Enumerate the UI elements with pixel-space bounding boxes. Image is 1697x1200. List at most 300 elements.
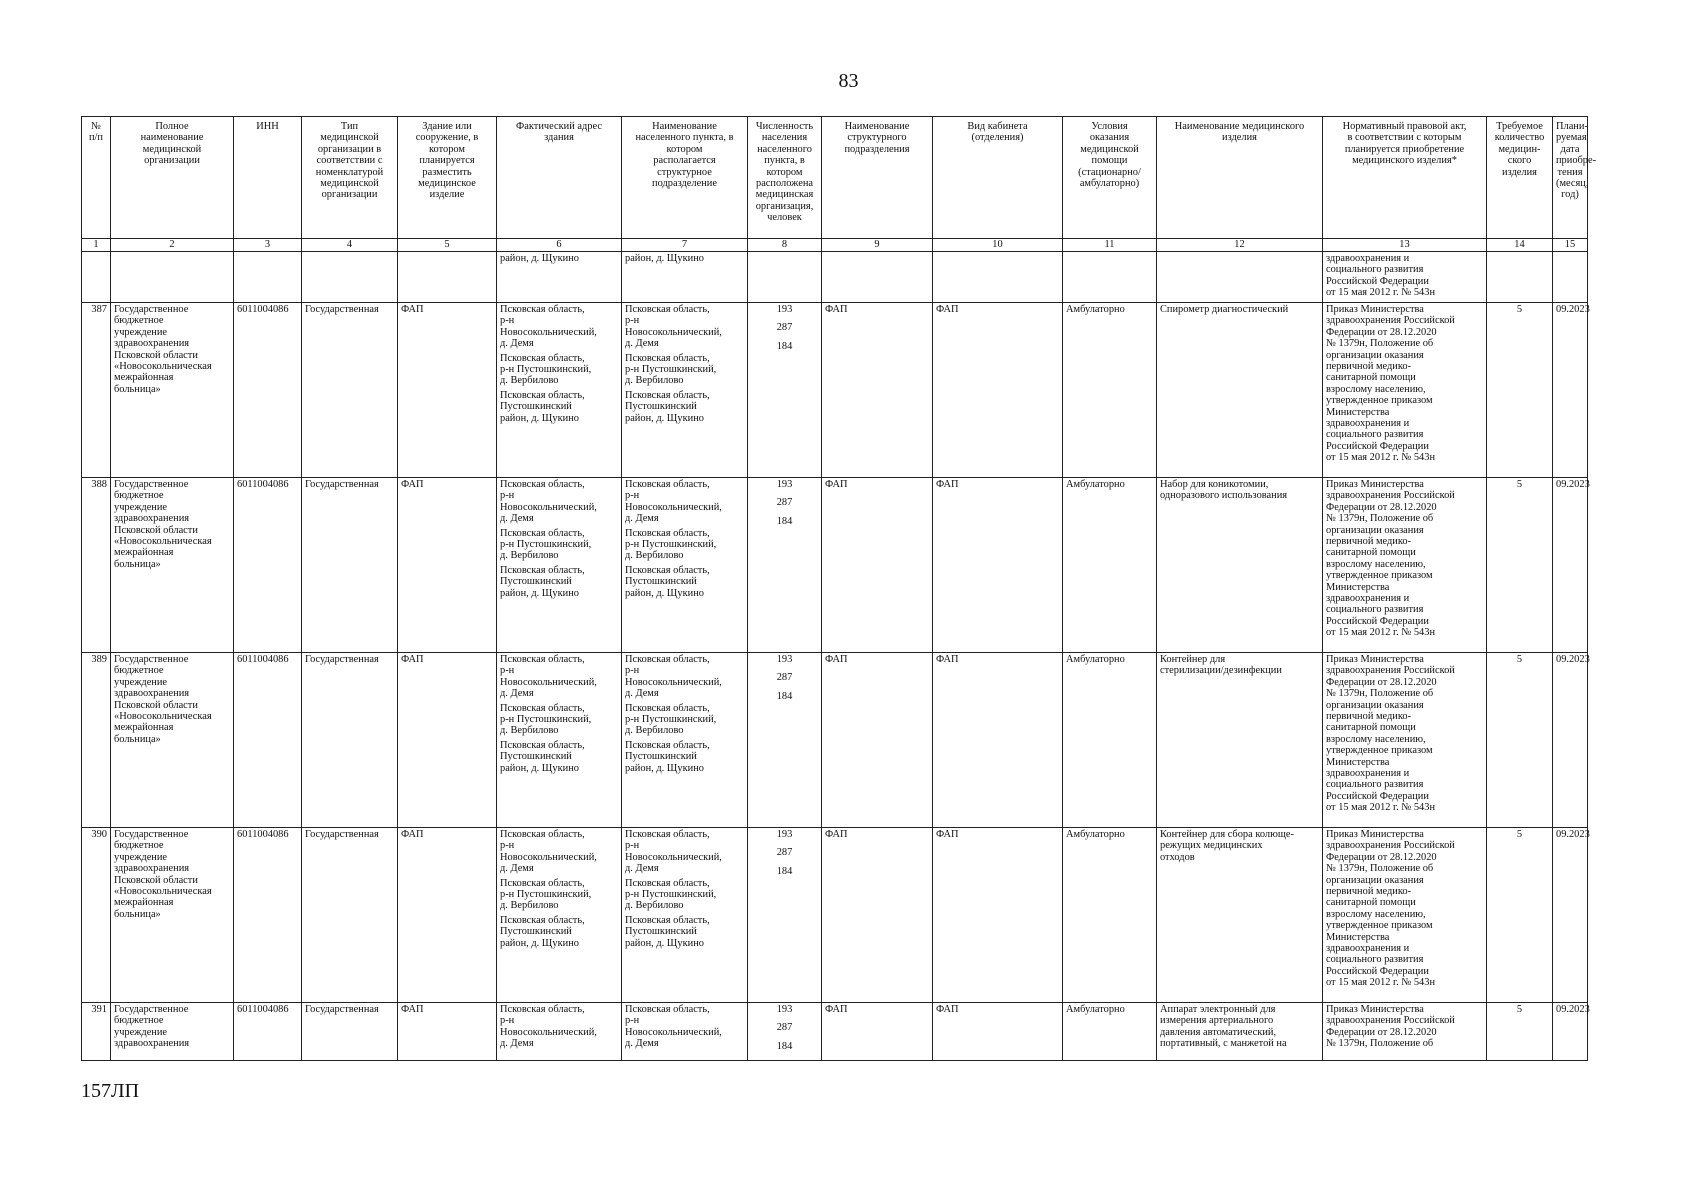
settlement-line: район, д. Щукино: [625, 937, 704, 949]
settlement-line: Псковская область,: [625, 304, 710, 315]
organization-line: бюджетное: [114, 840, 164, 852]
act-line: здравоохранения Российской: [1326, 1015, 1455, 1027]
column-header: [398, 117, 497, 239]
settlement-line: Псковская область,: [625, 527, 710, 539]
purchase-date-cell: 09.2023: [1553, 303, 1588, 478]
act-line: № 1379н, Положение об: [1326, 1038, 1434, 1050]
settlement-line: д. Демя: [625, 863, 659, 875]
column-header-line: Здание или: [422, 121, 472, 132]
population-value: 287: [776, 322, 793, 334]
column-header-line: (стационарно/: [1078, 166, 1141, 178]
settlement-line: р-н Пустошкинский,: [625, 714, 717, 726]
org-type-cell: Государственная: [302, 303, 398, 478]
settlement-line: Псковская область,: [625, 914, 710, 926]
inn-cell: 6011004086: [234, 828, 302, 1003]
unit-cell: ФАП: [822, 828, 933, 1003]
table-row: [82, 653, 1588, 828]
address-line: Псковская область,: [500, 479, 585, 490]
organization-line: Государственное: [114, 479, 189, 490]
organization-line: здравоохранения: [114, 1038, 190, 1050]
column-header-line: котором: [766, 166, 803, 178]
column-header-line: руемая: [1556, 132, 1587, 144]
act-line: социального развития: [1326, 264, 1424, 276]
address-line: д. Демя: [500, 1038, 534, 1050]
device-line: Спирометр диагностический: [1160, 304, 1289, 315]
column-header: [1323, 117, 1487, 239]
quantity-cell: 5: [1487, 303, 1553, 478]
population-value: 184: [776, 340, 793, 352]
act-line: утвержденное приказом: [1326, 395, 1433, 407]
column-header-line: номенклатурой: [315, 166, 384, 178]
act-line: санитарной помощи: [1326, 372, 1416, 384]
act-line: взрослому населению,: [1326, 383, 1426, 395]
organization-line: Псковской области: [114, 699, 198, 711]
page-number: 83: [838, 70, 859, 92]
column-header-line: (месяц,: [1556, 178, 1589, 190]
column-header-line: помощи: [1091, 155, 1128, 167]
inn-cell: 6011004086: [234, 653, 302, 828]
settlement-line: Новосокольнический,: [625, 501, 722, 513]
address-line: район, д. Щукино: [500, 762, 579, 774]
act-line: организации оказания: [1326, 699, 1424, 711]
settlement-line: д. Демя: [625, 1038, 659, 1050]
address-line: р-н Пустошкинский,: [500, 364, 592, 376]
column-header: [497, 117, 622, 239]
settlement-block: [625, 703, 744, 737]
column-header-line: сооружение, в: [415, 132, 479, 144]
column-number: 6: [497, 239, 622, 252]
settlement-line: д. Вербилово: [625, 550, 684, 562]
column-header: [1063, 117, 1157, 239]
act-line: Министерства: [1326, 406, 1390, 418]
table-row: [82, 303, 1588, 478]
act-line: № 1379н, Положение об: [1326, 513, 1434, 525]
column-header-line: пункта, в: [764, 155, 805, 167]
building-cell: ФАП: [398, 478, 497, 653]
act-line: Российской Федерации: [1326, 615, 1429, 627]
column-header-line: подразделения: [844, 143, 910, 155]
population-value: 287: [776, 672, 793, 684]
organization-line: Псковской области: [114, 349, 198, 361]
population-value: 193: [776, 1004, 793, 1015]
organization-line: здравоохранения: [114, 513, 190, 525]
column-header-line: организации: [144, 155, 200, 167]
organization-line: учреждение: [114, 1026, 168, 1038]
settlement-line: д. Вербилово: [625, 725, 684, 737]
settlement-block: [625, 390, 744, 424]
act-line: от 15 мая 2012 г. № 543н: [1326, 452, 1435, 464]
act-line: Российской Федерации: [1326, 965, 1429, 977]
settlement-block: [625, 740, 744, 774]
population-value: 287: [776, 497, 793, 509]
column-header: [1487, 117, 1553, 239]
settlement-block: [625, 878, 744, 912]
address-block: [500, 353, 618, 387]
column-header-line: населения: [761, 132, 808, 144]
row-number-cell: 388: [82, 478, 111, 653]
organization-line: здравоохранения: [114, 688, 190, 700]
column-number: 7: [622, 239, 748, 252]
act-line: Федерации от 28.12.2020: [1326, 851, 1437, 863]
care-conditions-cell: Амбулаторно: [1063, 303, 1157, 478]
organization-line: здравоохранения: [114, 863, 190, 875]
organization-line: межрайонная: [114, 722, 174, 734]
act-line: социального развития: [1326, 429, 1424, 441]
settlement-block: [625, 479, 744, 525]
device-line: Набор для коникотомии,: [1160, 479, 1269, 490]
act-line: санитарной помощи: [1326, 547, 1416, 559]
act-line: здравоохранения и: [1326, 943, 1410, 955]
address-line: д. Демя: [500, 338, 534, 350]
column-header: [302, 117, 398, 239]
document-code: 157ЛП: [81, 1080, 140, 1102]
settlement-line: р-н: [625, 665, 640, 677]
column-header: [234, 117, 302, 239]
column-header-line: организация,: [755, 200, 814, 212]
organization-line: «Новосокольническая: [114, 361, 212, 373]
purchase-date-cell: 09.2023: [1553, 653, 1588, 828]
settlement-line: Пустошкинский: [625, 401, 697, 413]
purchase-date-cell: 09.2023: [1553, 1003, 1588, 1061]
device-line: отходов: [1160, 851, 1195, 863]
row-number-cell: 387: [82, 303, 111, 478]
organization-line: межрайонная: [114, 897, 174, 909]
column-header: [933, 117, 1063, 239]
address-line: р-н: [500, 490, 515, 502]
address-block: [500, 390, 618, 424]
column-header-line: ского: [1507, 155, 1532, 167]
column-number: 5: [398, 239, 497, 252]
address-line: Псковская область,: [500, 304, 585, 315]
population-value: 287: [776, 847, 793, 859]
column-header-line: организации в: [317, 143, 382, 155]
address-line: р-н: [500, 315, 515, 327]
cabinet-cell: ФАП: [933, 828, 1063, 1003]
column-header-line: Условия: [1091, 121, 1128, 132]
organization-line: Псковской области: [114, 524, 198, 536]
purchase-date-cell: 09.2023: [1553, 828, 1588, 1003]
column-header-line: Наименование: [652, 121, 717, 132]
column-number: 1: [82, 239, 111, 252]
column-header-line: Вид кабинета: [967, 121, 1028, 132]
address-block: [500, 654, 618, 700]
column-number: 9: [822, 239, 933, 252]
column-number: 4: [302, 239, 398, 252]
organization-line: больница»: [114, 908, 161, 920]
column-header: [82, 117, 111, 239]
act-line: Министерства: [1326, 931, 1390, 943]
settlement-block: [625, 915, 744, 949]
act-line: социального развития: [1326, 779, 1424, 791]
settlement-line: район, д. Щукино: [625, 253, 704, 264]
settlement-line: р-н Пустошкинский,: [625, 889, 717, 901]
act-line: санитарной помощи: [1326, 722, 1416, 734]
address-block: [500, 740, 618, 774]
act-line: Федерации от 28.12.2020: [1326, 501, 1437, 513]
address-line: д. Демя: [500, 513, 534, 525]
legal-act-cell: [1323, 1003, 1487, 1061]
building-cell: ФАП: [398, 828, 497, 1003]
settlement-line: Псковская область,: [625, 877, 710, 889]
act-line: здравоохранения и: [1326, 768, 1410, 780]
act-line: от 15 мая 2012 г. № 543н: [1326, 287, 1435, 299]
act-line: первичной медико-: [1326, 886, 1412, 898]
act-line: здравоохранения Российской: [1326, 315, 1455, 327]
column-header-line: Численность: [755, 121, 814, 132]
settlement-line: р-н Пустошкинский,: [625, 364, 717, 376]
column-number: 10: [933, 239, 1063, 252]
organization-line: Государственное: [114, 654, 189, 665]
address-line: Псковская область,: [500, 352, 585, 364]
unit-cell: ФАП: [822, 1003, 933, 1061]
organization-line: межрайонная: [114, 372, 174, 384]
column-header: [1553, 117, 1597, 239]
address-line: д. Вербилово: [500, 900, 559, 912]
device-name-cell: [1157, 653, 1323, 828]
settlement-line: Псковская область,: [625, 352, 710, 364]
column-number: 11: [1063, 239, 1157, 252]
address-line: район, д. Щукино: [500, 253, 579, 264]
organization-line: учреждение: [114, 501, 168, 513]
organization-line: Государственное: [114, 829, 189, 840]
address-line: Псковская область,: [500, 877, 585, 889]
act-line: утвержденное приказом: [1326, 920, 1433, 932]
address-line: Псковская область,: [500, 702, 585, 714]
address-line: Пустошкинский: [500, 926, 572, 938]
address-cell: [497, 303, 622, 478]
building-cell: ФАП: [398, 653, 497, 828]
device-line: режущих медицинских: [1160, 840, 1263, 852]
act-line: организации оказания: [1326, 524, 1424, 536]
address-block: [500, 528, 618, 562]
settlement-line: д. Демя: [625, 513, 659, 525]
settlement-block: [625, 654, 744, 700]
column-header-line: Наименование медицинского: [1174, 121, 1305, 132]
device-line: Контейнер для: [1160, 654, 1226, 665]
population-value: 184: [776, 690, 793, 702]
organization-line: межрайонная: [114, 547, 174, 559]
address-line: Пустошкинский: [500, 576, 572, 588]
care-conditions-cell: Амбулаторно: [1063, 828, 1157, 1003]
column-header-line: (отделения): [971, 132, 1024, 144]
act-line: взрослому населению,: [1326, 558, 1426, 570]
quantity-cell: 5: [1487, 828, 1553, 1003]
column-header-line: медицинской: [1080, 143, 1139, 155]
organization-line: больница»: [114, 558, 161, 570]
organization-line: Псковской области: [114, 874, 198, 886]
column-header-line: подразделение: [652, 178, 717, 190]
organization-line: больница»: [114, 383, 161, 395]
act-line: Федерации от 28.12.2020: [1326, 676, 1437, 688]
settlement-line: р-н: [625, 840, 640, 852]
column-header-line: планируется: [419, 155, 475, 167]
organization-line: «Новосокольническая: [114, 536, 212, 548]
continuation-row: [82, 252, 1588, 303]
column-header-line: медицинской: [320, 132, 379, 144]
organization-line: больница»: [114, 733, 161, 745]
address-cell: [497, 828, 622, 1003]
column-number: 15: [1553, 239, 1588, 252]
column-header-line: медицинское: [418, 178, 476, 190]
organization-line: учреждение: [114, 326, 168, 338]
column-header-line: здания: [544, 132, 574, 144]
column-header-line: соответствии с: [316, 155, 383, 167]
settlement-block: [625, 829, 744, 875]
population-value: 184: [776, 1040, 793, 1052]
settlement-line: р-н Пустошкинский,: [625, 539, 717, 551]
address-line: р-н: [500, 665, 515, 677]
organization-line: «Новосокольническая: [114, 711, 212, 723]
medical-devices-table: [81, 116, 1597, 1061]
act-line: № 1379н, Положение об: [1326, 863, 1434, 875]
row-number-cell: 390: [82, 828, 111, 1003]
column-header-line: медицинской: [320, 178, 379, 190]
column-header-line: человек: [767, 212, 802, 224]
address-line: Псковская область,: [500, 739, 585, 751]
population-value: 287: [776, 1022, 793, 1034]
column-header: [748, 117, 822, 239]
act-line: Приказ Министерства: [1326, 829, 1424, 840]
act-line: Министерства: [1326, 581, 1390, 593]
settlement-block: [625, 565, 744, 599]
address-line: Новосокольнический,: [500, 501, 597, 513]
address-line: район, д. Щукино: [500, 587, 579, 599]
device-line: одноразового использования: [1160, 490, 1288, 502]
address-line: д. Вербилово: [500, 550, 559, 562]
address-line: р-н Пустошкинский,: [500, 889, 592, 901]
device-name-cell: [1157, 303, 1323, 478]
address-line: Псковская область,: [500, 564, 585, 576]
org-type-cell: Государственная: [302, 828, 398, 1003]
address-line: р-н Пустошкинский,: [500, 714, 592, 726]
address-cell: [497, 653, 622, 828]
settlement-line: Псковская область,: [625, 564, 710, 576]
act-line: Федерации от 28.12.2020: [1326, 1026, 1437, 1038]
column-header-line: дата: [1560, 143, 1580, 155]
settlement-line: Псковская область,: [625, 479, 710, 490]
column-header: [822, 117, 933, 239]
settlement-line: Новосокольнический,: [625, 1026, 722, 1038]
settlement-line: д. Демя: [625, 688, 659, 700]
column-header-line: планируется приобретение: [1344, 143, 1465, 155]
column-header-line: Плани-: [1556, 121, 1588, 132]
settlement-line: район, д. Щукино: [625, 762, 704, 774]
address-line: район, д. Щукино: [500, 412, 579, 424]
address-line: Пустошкинский: [500, 751, 572, 763]
population-value: 184: [776, 865, 793, 877]
act-line: санитарной помощи: [1326, 897, 1416, 909]
population-cell: [748, 1003, 822, 1061]
address-line: р-н: [500, 840, 515, 852]
column-header-line: Наименование: [844, 121, 910, 132]
organization-line: бюджетное: [114, 490, 164, 502]
settlement-line: Псковская область,: [625, 739, 710, 751]
population-cell: [748, 478, 822, 653]
settlement-line: д. Демя: [625, 338, 659, 350]
address-line: район, д. Щукино: [500, 937, 579, 949]
address-line: Новосокольнический,: [500, 326, 597, 338]
device-name-cell: [1157, 1003, 1323, 1061]
act-line: организации оказания: [1326, 349, 1424, 361]
address-block: [500, 878, 618, 912]
legal-act-cell: [1323, 478, 1487, 653]
settlement-line: д. Вербилово: [625, 375, 684, 387]
legal-act-cell: [1323, 303, 1487, 478]
act-line: первичной медико-: [1326, 536, 1412, 548]
act-line: от 15 мая 2012 г. № 543н: [1326, 627, 1435, 639]
table-row: [82, 478, 1588, 653]
column-header-line: п/п: [88, 132, 103, 144]
device-name-cell: [1157, 478, 1323, 653]
address-cell: [497, 1003, 622, 1061]
column-header-line: изделия: [1222, 132, 1257, 144]
column-header-line: Полное: [155, 121, 189, 132]
column-header-line: №: [91, 121, 101, 132]
settlement-line: Псковская область,: [625, 1004, 710, 1015]
address-block: [500, 479, 618, 525]
act-line: первичной медико-: [1326, 361, 1412, 373]
population-cell: [748, 828, 822, 1003]
inn-cell: 6011004086: [234, 478, 302, 653]
organization-cell: [111, 478, 234, 653]
organization-cell: [111, 1003, 234, 1061]
act-line: взрослому населению,: [1326, 908, 1426, 920]
address-line: д. Вербилово: [500, 375, 559, 387]
act-line: утвержденное приказом: [1326, 745, 1433, 757]
act-line: Российской Федерации: [1326, 790, 1429, 802]
settlement-block: [625, 528, 744, 562]
address-block: [500, 1004, 618, 1050]
act-line: Федерации от 28.12.2020: [1326, 326, 1437, 338]
column-header-line: структурное: [657, 166, 712, 178]
organization-line: учреждение: [114, 676, 168, 688]
column-header: [622, 117, 748, 239]
quantity-cell: 5: [1487, 653, 1553, 828]
column-header-line: располагается: [653, 155, 716, 167]
device-line: портативный, с манжетой на: [1160, 1038, 1287, 1050]
organization-cell: [111, 653, 234, 828]
organization-line: бюджетное: [114, 1015, 164, 1027]
act-line: взрослому населению,: [1326, 733, 1426, 745]
act-line: Приказ Министерства: [1326, 479, 1424, 490]
cabinet-cell: ФАП: [933, 1003, 1063, 1061]
address-block: [500, 829, 618, 875]
column-header-line: Требуемое: [1496, 121, 1543, 132]
column-header-line: медицинская: [755, 189, 814, 201]
act-line: социального развития: [1326, 954, 1424, 966]
device-line: давления автоматический,: [1160, 1026, 1277, 1038]
settlement-line: Новосокольнический,: [625, 676, 722, 688]
column-header-line: структурного: [847, 132, 907, 144]
address-block: [500, 915, 618, 949]
population-value: 193: [776, 654, 793, 665]
settlement-block: [625, 353, 744, 387]
act-line: Приказ Министерства: [1326, 654, 1424, 665]
column-header-line: населенного пункта, в: [635, 132, 734, 144]
act-line: первичной медико-: [1326, 711, 1412, 723]
address-block: [500, 565, 618, 599]
column-header-line: котором: [429, 143, 465, 155]
row-number-cell: 391: [82, 1003, 111, 1061]
building-cell: ФАП: [398, 1003, 497, 1061]
column-number: 13: [1323, 239, 1487, 252]
row-number-cell: 389: [82, 653, 111, 828]
act-line: Российской Федерации: [1326, 440, 1429, 452]
settlement-block: [625, 304, 744, 350]
act-line: Приказ Министерства: [1326, 1004, 1424, 1015]
column-header-line: ИНН: [256, 121, 279, 132]
settlement-cell: [622, 828, 748, 1003]
